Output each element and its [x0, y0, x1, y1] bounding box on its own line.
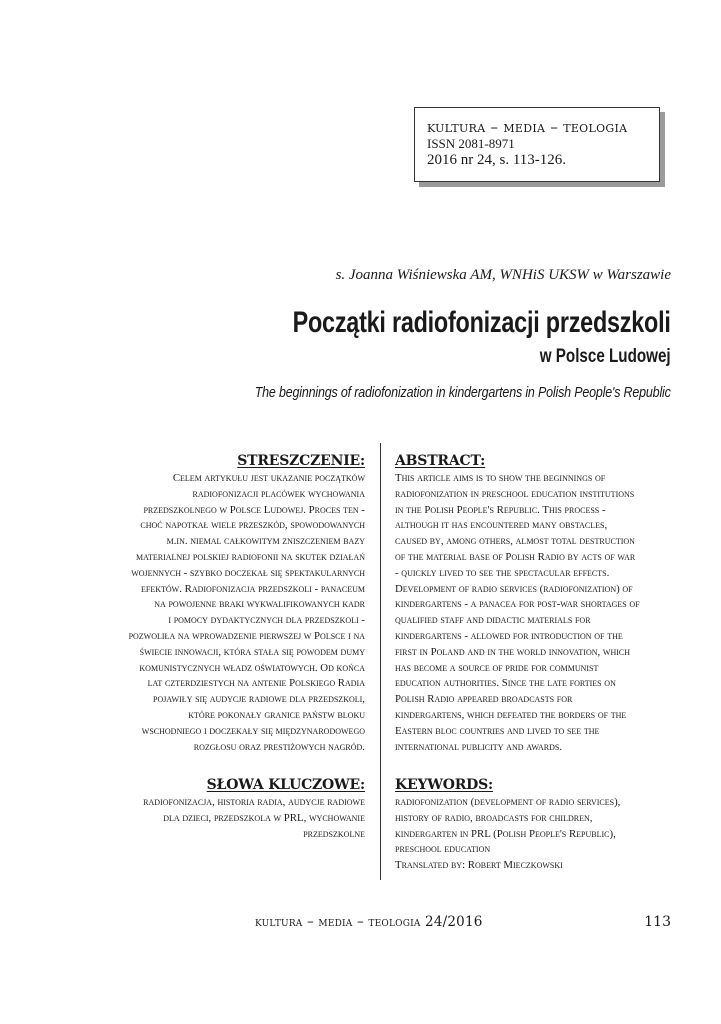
- text-line: i pomocy dydaktycznych dla przedszkoli -: [168, 614, 365, 627]
- text-line: pojawiły się audycje radiowe dla przedszkoli,: [153, 693, 365, 706]
- text-line: radiofonizacja, historia radia, audycje radiowe: [143, 796, 365, 808]
- text-line: education authorities. Since the late forties on: [395, 677, 616, 690]
- text-line: This article aims is to show the beginnings of: [395, 472, 606, 484]
- slowa-kluczowe-body: [90, 795, 365, 842]
- journal-info-box: [414, 107, 660, 182]
- text-line: komunistycznych władz oświatowych. Od końca: [139, 661, 365, 674]
- footer-journal-title: kultura – media – teologia 24/2016: [255, 914, 483, 930]
- article-title: Początki radiofonizacji przedszkoli: [292, 306, 671, 339]
- text-line: kindergartens - a panacea for post-war shortages of: [395, 598, 640, 611]
- text-line: international publicity and awards.: [395, 740, 563, 753]
- text-line: radiofonization (development of radio services),: [395, 796, 621, 808]
- text-line: efektów. Radiofonizacja przedszkoli - panaceum: [141, 582, 365, 595]
- text-line: kindergartens, which defeated the borders of the: [395, 708, 627, 721]
- text-line: wojennych - szybko doczekał się spektakularnych: [131, 566, 365, 579]
- text-line: Eastern bloc countries and lived to see the: [395, 724, 600, 737]
- text-line: of the material base of Polish Radio by acts of war: [395, 550, 636, 563]
- text-line: przedszkolnego w Polsce Ludowej. Proces ten -: [143, 503, 365, 516]
- text-line: m.in. niemal całkowitym zniszczeniem bazy: [166, 535, 365, 548]
- journal-name: kultura – media – teologia: [427, 118, 628, 136]
- text-line: Polish Radio appeared broadcasts for: [395, 693, 573, 706]
- text-line: caused by, among others, almost total destruction: [395, 535, 635, 548]
- text-line: history of radio, broadcasts for children,: [395, 811, 593, 824]
- journal-issue: 2016 nr 24, s. 113-126.: [427, 152, 567, 168]
- abstract-section: [395, 451, 680, 755]
- text-line: Celem artykułu jest ukazanie początków: [172, 472, 365, 484]
- author-affiliation: s. Joanna Wiśniewska AM, WNHiS UKSW w Warszawie: [335, 267, 671, 283]
- text-line: qualified staff and didactic materials for: [395, 614, 591, 627]
- text-line: radiofonization in preschool education institutions: [395, 487, 635, 500]
- text-line: has become a source of pride for communist: [395, 661, 599, 674]
- article-title-english: The beginnings of radiofonization in kindergartens in Polish People's Republic: [255, 385, 671, 401]
- streszczenie-heading: STRESZCZENIE:: [237, 453, 365, 469]
- streszczenie-body: [90, 471, 365, 755]
- text-line: radiofonizacji placówek wychowania: [192, 487, 365, 500]
- slowa-kluczowe-section: [90, 775, 365, 842]
- abstract-body: [395, 471, 680, 755]
- text-line: in the Polish People's Republic. This process -: [395, 503, 606, 516]
- streszczenie-section: [90, 451, 365, 755]
- text-line: although it has encountered many obstacles,: [395, 519, 608, 532]
- text-line: kindergarten in PRL (Polish People's Republic),: [395, 827, 616, 840]
- text-line: rozgłosu oraz prestiżowych nagród.: [193, 740, 365, 753]
- text-line: first in Poland and in the world innovation, which: [395, 645, 631, 658]
- journal-issn: ISSN 2081-8971: [427, 136, 515, 151]
- text-line: - quickly lived to see the spectacular effects.: [395, 566, 610, 579]
- article-subtitle: w Polsce Ludowej: [540, 346, 671, 367]
- text-line: które pokonały granice państw bloku: [188, 708, 365, 721]
- text-line: kindergartens - allowed for introduction of the: [395, 629, 623, 642]
- text-line: materialnej polskiej radiofonii na skutek działań: [135, 550, 365, 563]
- translator-credit: Translated by: Robert Mieczkowski: [395, 859, 563, 872]
- text-line: preschool education: [395, 843, 491, 856]
- text-line: na powojenne braki wykwalifikowanych kadr: [154, 598, 365, 611]
- text-line: choć napotkał wiele przeszkód, spowodowanych: [140, 519, 365, 532]
- text-line: wschodniego i doczekały się międzynarodowego: [141, 724, 365, 737]
- keywords-heading: KEYWORDS:: [395, 777, 494, 793]
- text-line: świecie innowacji, która stała się powodem dumy: [139, 645, 365, 658]
- text-line: dla dzieci, przedszkola w PRL, wychowanie: [163, 811, 365, 824]
- page-number: 113: [644, 914, 671, 930]
- text-line: lat czterdziestych na antenie Polskiego Radia: [147, 677, 365, 690]
- keywords-body: [395, 795, 680, 874]
- slowa-kluczowe-heading: SŁOWA KLUCZOWE:: [206, 777, 365, 793]
- text-line: pozwoliła na wprowadzenie pierwszej w Polsce i na: [128, 629, 365, 642]
- column-divider: [380, 443, 381, 880]
- text-line: Development of radio services (radiofonization) of: [395, 582, 633, 595]
- abstract-heading: ABSTRACT:: [395, 453, 486, 469]
- keywords-section: [395, 775, 680, 874]
- text-line: przedszkolne: [303, 827, 365, 840]
